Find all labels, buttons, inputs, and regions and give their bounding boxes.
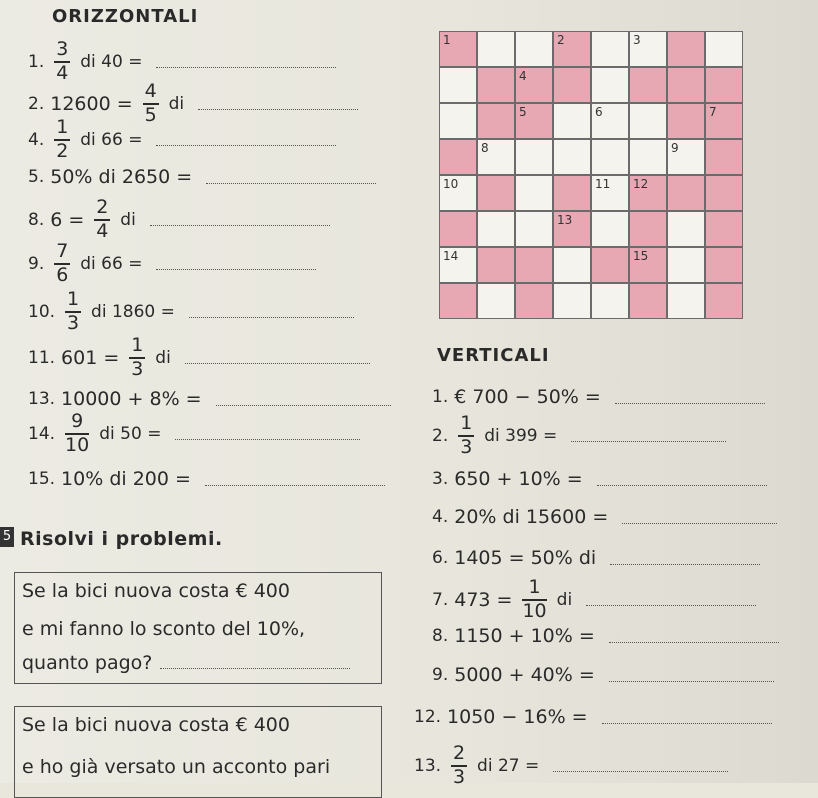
exercise-expression-tail: di (556, 589, 573, 610)
fraction-numerator: 1 (460, 412, 473, 434)
answer-line[interactable] (156, 67, 336, 68)
crossword-cell[interactable] (705, 211, 743, 247)
fraction (65, 290, 81, 334)
exercise-number: 8. (432, 626, 449, 646)
exercise-expression: 473 = (454, 588, 513, 611)
crossword-cell[interactable] (705, 103, 743, 139)
exercise-number: 4. (432, 507, 449, 527)
fraction-denominator: 3 (131, 357, 144, 380)
crossword-clue-number: 7 (709, 105, 717, 119)
verticali-exercise-5 (432, 547, 760, 569)
crossword-cell[interactable] (629, 283, 667, 319)
answer-line[interactable] (189, 317, 354, 318)
fraction-numerator: 2 (453, 742, 466, 764)
orizzontali-exercise-10 (28, 412, 360, 456)
answer-line[interactable] (602, 723, 772, 724)
exercise-expression-tail: di 399 = (484, 425, 558, 446)
crossword-cell[interactable] (477, 103, 515, 139)
fraction-denominator: 6 (56, 263, 69, 286)
crossword-cell[interactable] (515, 103, 553, 139)
answer-line[interactable] (156, 269, 316, 270)
orizzontali-exercise-3 (28, 118, 336, 162)
exercise-expression: 601 = (61, 346, 120, 369)
crossword-clue-number: 2 (557, 33, 565, 47)
exercise-expression-tail: di 66 = (80, 253, 143, 274)
problem-1-line-2: e mi fanno lo sconto del 10%, (22, 618, 306, 640)
fraction-denominator: 3 (460, 435, 473, 458)
crossword-clue-number: 5 (519, 105, 527, 119)
verticali-exercise-4 (432, 506, 777, 528)
exercise-number: 8. (28, 209, 45, 230)
answer-line[interactable] (615, 403, 765, 404)
exercise-expression-tail: di 1860 = (91, 301, 175, 322)
crossword-cell[interactable] (439, 283, 477, 319)
verticali-exercise-3 (432, 468, 767, 490)
exercise-number: 3. (432, 469, 449, 489)
crossword-cell[interactable] (553, 211, 591, 247)
crossword-cell[interactable] (477, 31, 515, 67)
problem-1-line-3: quanto pago? (22, 652, 153, 674)
exercise-expression: € 700 − 50% = (454, 386, 601, 408)
crossword-cell[interactable] (629, 67, 667, 103)
exercise-expression: 1150 + 10% = (454, 625, 595, 647)
answer-line[interactable] (586, 605, 756, 606)
answer-line[interactable] (156, 145, 336, 146)
fraction-numerator: 4 (144, 80, 157, 102)
crossword-cell[interactable] (553, 283, 591, 319)
crossword-cell[interactable] (667, 211, 705, 247)
fraction-numerator: 1 (131, 334, 144, 356)
fraction-numerator: 1 (528, 576, 541, 598)
verticali-exercise-7 (432, 625, 779, 647)
exercise-expression: 10% di 200 = (61, 468, 191, 490)
verticali-exercise-9 (414, 706, 772, 728)
answer-line[interactable] (175, 439, 360, 440)
answer-line[interactable] (206, 183, 376, 184)
orizzontali-exercise-4 (28, 166, 376, 188)
crossword-cell[interactable] (477, 67, 515, 103)
exercise-number: 15. (28, 469, 56, 489)
crossword-clue-number: 10 (443, 177, 459, 191)
crossword-clue-number: 8 (481, 141, 489, 155)
exercise-expression: 1405 = 50% di (454, 547, 597, 569)
fraction-numerator: 3 (56, 38, 69, 60)
answer-line[interactable] (571, 441, 726, 442)
crossword-cell[interactable] (591, 247, 629, 283)
crossword-cell[interactable] (629, 247, 667, 283)
exercise-number: 10. (28, 301, 56, 322)
exercise-number: 11. (28, 347, 56, 368)
fraction-numerator: 1 (56, 116, 69, 138)
crossword-clue-number: 13 (557, 213, 573, 227)
crossword-cell[interactable] (553, 67, 591, 103)
crossword-clue-number: 11 (595, 177, 611, 191)
crossword-cell[interactable] (667, 31, 705, 67)
exercise-expression-tail: di 40 = (80, 51, 143, 72)
crossword-cell[interactable] (439, 67, 477, 103)
exercise-number: 2. (432, 425, 449, 446)
exercise-number: 14. (28, 423, 56, 444)
fraction-numerator: 2 (96, 196, 109, 218)
crossword-cell[interactable] (515, 247, 553, 283)
crossword-cell[interactable] (667, 247, 705, 283)
crossword-cell[interactable] (667, 139, 705, 175)
fraction-numerator: 1 (67, 288, 80, 310)
exercise-expression: 1050 − 16% = (447, 706, 588, 728)
crossword-cell[interactable] (439, 103, 477, 139)
exercise-number: 9. (28, 253, 45, 274)
answer-line[interactable] (622, 523, 777, 524)
answer-line[interactable] (609, 681, 774, 682)
crossword-cell[interactable] (591, 31, 629, 67)
crossword-cell[interactable] (515, 175, 553, 211)
exercise-expression: 50% di 2650 = (50, 166, 193, 188)
answer-line[interactable] (185, 363, 370, 364)
crossword-cell[interactable] (705, 139, 743, 175)
crossword-cell[interactable] (515, 211, 553, 247)
crossword-cell[interactable] (439, 31, 477, 67)
exercise-expression: 10000 + 8% = (61, 388, 202, 410)
fraction (458, 414, 474, 458)
fraction (129, 336, 145, 380)
fraction (522, 578, 546, 622)
answer-line[interactable] (597, 485, 767, 486)
fraction (54, 242, 70, 286)
orizzontali-heading: ORIZZONTALI (52, 6, 199, 27)
crossword-cell[interactable] (591, 67, 629, 103)
crossword-clue-number: 1 (443, 33, 451, 47)
crossword-clue-number: 6 (595, 105, 603, 119)
fraction-denominator: 10 (522, 599, 547, 622)
exercise-expression-tail: di 66 = (80, 129, 143, 150)
fraction-denominator: 4 (96, 219, 109, 242)
crossword-cell[interactable] (667, 67, 705, 103)
fraction (65, 412, 89, 456)
answer-line[interactable] (150, 225, 330, 226)
exercise-expression-tail: di 50 = (99, 423, 162, 444)
problem-1-line-1: Se la bici nuova costa € 400 (22, 580, 290, 602)
crossword-cell[interactable] (591, 283, 629, 319)
crossword-cell[interactable] (667, 175, 705, 211)
exercise-number: 2. (28, 93, 45, 114)
exercise-number: 6. (432, 548, 449, 568)
orizzontali-exercise-11 (28, 468, 385, 490)
exercise-expression: 6 = (50, 208, 85, 231)
verticali-exercise-2 (432, 414, 726, 458)
crossword-cell[interactable] (629, 211, 667, 247)
crossword-cell[interactable] (591, 139, 629, 175)
fraction-denominator: 5 (144, 103, 157, 126)
exercise-number: 4. (28, 129, 45, 150)
crossword-clue-number: 3 (633, 33, 641, 47)
fraction-numerator: 7 (56, 240, 69, 262)
crossword-cell[interactable] (439, 211, 477, 247)
crossword-cell[interactable] (705, 67, 743, 103)
crossword-cell[interactable] (553, 175, 591, 211)
crossword-cell[interactable] (591, 211, 629, 247)
verticali-exercise-10 (414, 744, 728, 788)
problem-2-line-2: e ho già versato un acconto pari (22, 756, 331, 778)
orizzontali-exercise-5 (28, 198, 330, 242)
verticali-exercise-6 (432, 578, 756, 622)
crossword-cell[interactable] (515, 67, 553, 103)
fraction-denominator: 3 (453, 765, 466, 788)
exercise-number: 5. (28, 167, 45, 187)
crossword-clue-number: 14 (443, 249, 459, 263)
crossword-cell[interactable] (439, 139, 477, 175)
orizzontali-exercise-6 (28, 242, 316, 286)
fraction-denominator: 3 (67, 311, 80, 334)
answer-line[interactable] (610, 564, 760, 565)
fraction-denominator: 2 (56, 139, 69, 162)
crossword-cell[interactable] (705, 31, 743, 67)
crossword-cell[interactable] (591, 175, 629, 211)
crossword-cell[interactable] (477, 139, 515, 175)
crossword-cell[interactable] (515, 31, 553, 67)
crossword-cell[interactable] (629, 139, 667, 175)
crossword-cell[interactable] (515, 139, 553, 175)
crossword-cell[interactable] (477, 211, 515, 247)
exercise-expression-tail: di (120, 209, 136, 230)
crossword-cell[interactable] (439, 247, 477, 283)
problem-1-answer-line[interactable] (160, 668, 350, 669)
fraction-denominator: 4 (56, 61, 69, 84)
exercise-number: 7. (432, 589, 449, 610)
exercise-number: 13. (414, 755, 442, 776)
exercise-expression: 12600 = (50, 92, 133, 115)
answer-line[interactable] (216, 405, 391, 406)
crossword-cell[interactable] (515, 283, 553, 319)
exercise-number: 9. (432, 665, 449, 685)
crossword-cell[interactable] (629, 103, 667, 139)
answer-line[interactable] (198, 109, 358, 110)
section-number-badge: 5 (0, 527, 14, 547)
fraction (54, 118, 70, 162)
crossword-cell[interactable] (439, 175, 477, 211)
answer-line[interactable] (553, 771, 728, 772)
crossword-clue-number: 4 (519, 69, 527, 83)
fraction (54, 40, 70, 84)
crossword-clue-number: 15 (633, 249, 649, 263)
exercise-expression-tail: di 27 = (477, 755, 540, 776)
crossword-cell[interactable] (477, 283, 515, 319)
orizzontali-exercise-1 (28, 40, 336, 84)
fraction-denominator: 10 (65, 433, 90, 456)
verticali-exercise-8 (432, 664, 774, 686)
crossword-cell[interactable] (667, 283, 705, 319)
crossword-cell[interactable] (553, 247, 591, 283)
answer-line[interactable] (609, 642, 779, 643)
orizzontali-exercise-7 (28, 290, 354, 334)
fraction (94, 198, 110, 242)
answer-line[interactable] (205, 485, 385, 486)
crossword-cell[interactable] (553, 103, 591, 139)
crossword-cell[interactable] (477, 247, 515, 283)
section-title: Risolvi i problemi. (20, 528, 223, 550)
fraction-numerator: 9 (71, 410, 84, 432)
exercise-expression: 20% di 15600 = (454, 506, 609, 528)
fraction (451, 744, 467, 788)
crossword-cell[interactable] (705, 247, 743, 283)
crossword-cell[interactable] (705, 283, 743, 319)
verticali-exercise-1 (432, 386, 765, 408)
crossword-cell[interactable] (629, 31, 667, 67)
exercise-expression-tail: di (168, 93, 185, 114)
exercise-number: 13. (28, 389, 56, 409)
orizzontali-exercise-8 (28, 336, 370, 380)
crossword-cell[interactable] (667, 103, 705, 139)
orizzontali-exercise-9 (28, 388, 391, 410)
crossword-cell[interactable] (553, 139, 591, 175)
crossword-cell[interactable] (629, 175, 667, 211)
crossword-clue-number: 12 (633, 177, 649, 191)
exercise-number: 1. (432, 387, 449, 407)
exercise-expression-tail: di (155, 347, 171, 368)
exercise-number: 12. (414, 707, 442, 727)
problem-2-line-1: Se la bici nuova costa € 400 (22, 714, 290, 736)
crossword-cell[interactable] (477, 175, 515, 211)
exercise-number: 1. (28, 51, 45, 72)
crossword-clue-number: 9 (671, 141, 679, 155)
verticali-heading: VERTICALI (437, 345, 550, 366)
crossword-cell[interactable] (553, 31, 591, 67)
crossword-cell[interactable] (591, 103, 629, 139)
exercise-expression: 5000 + 40% = (454, 664, 595, 686)
crossword-cell[interactable] (705, 175, 743, 211)
exercise-expression: 650 + 10% = (454, 468, 583, 490)
